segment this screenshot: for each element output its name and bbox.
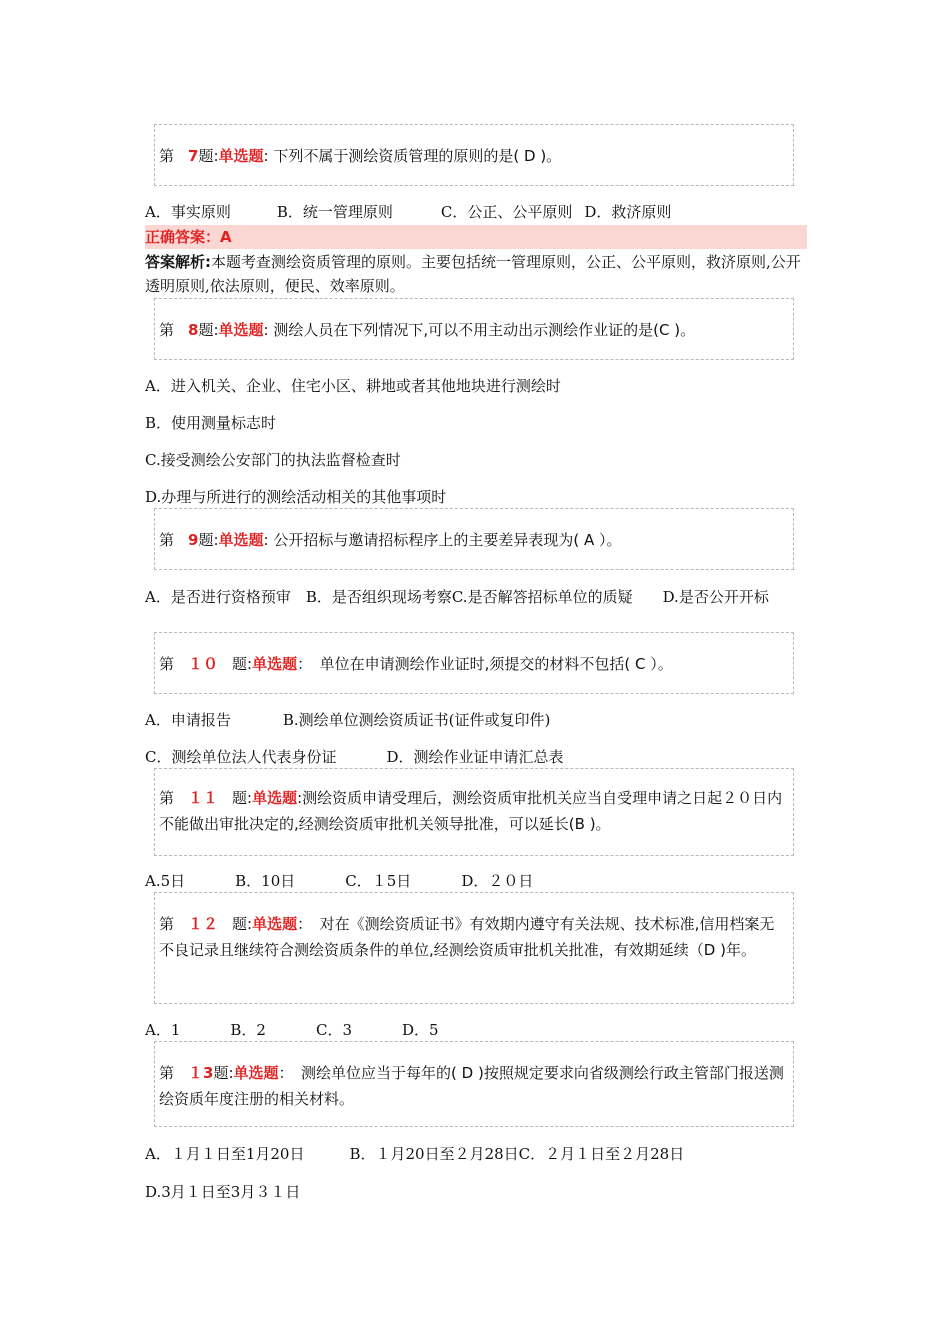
question-answer: D bbox=[456, 1064, 478, 1082]
question-end: ）。 bbox=[650, 655, 673, 673]
question-suffix: 题: bbox=[198, 531, 219, 549]
question-prefix: 第 bbox=[159, 1064, 175, 1082]
question-type: 单选题 bbox=[252, 915, 298, 933]
question-text: :测绘资质申请受理后，测绘资质审批机关应当自受理申请之日起２０日内不能做出审批决定的,经测绘资质审批机关领导批准，可以延长( bbox=[159, 789, 783, 833]
question-end: )。 bbox=[674, 321, 696, 339]
question-answer: C bbox=[630, 655, 651, 673]
question-end: )。 bbox=[589, 815, 611, 833]
question-answer: B bbox=[574, 815, 590, 833]
explanation-label: 答案解析: bbox=[145, 253, 211, 271]
question-type: 单选题 bbox=[218, 531, 264, 549]
question-12-box bbox=[154, 892, 794, 1004]
question-suffix: 题: bbox=[213, 1064, 234, 1082]
option-a: A．进入机关、企业、住宅小区、耕地或者其他地块进行测绘时 bbox=[145, 377, 561, 395]
option-c: C．测绘单位法人代表身份证 bbox=[145, 748, 337, 766]
question-text: ： 测绘单位应当于每年的( bbox=[278, 1064, 457, 1082]
question-number: 7 bbox=[188, 147, 199, 165]
answer-explanation bbox=[145, 250, 805, 298]
q10-options-row1 bbox=[145, 708, 550, 732]
option-b: B．2 bbox=[230, 1021, 266, 1039]
question-9-box bbox=[154, 508, 794, 570]
option-c: C.接受测绘公安部门的执法监督检查时 bbox=[145, 451, 401, 469]
option-d: D.办理与所进行的测绘活动相关的其他事项时 bbox=[145, 488, 447, 506]
question-text: : 测绘人员在下列情况下,可以不用主动出示测绘作业证的是( bbox=[263, 321, 659, 339]
option-a: A.5日 bbox=[145, 872, 186, 890]
question-7-heading bbox=[159, 147, 561, 165]
question-11-box bbox=[154, 768, 794, 856]
question-answer: D bbox=[519, 147, 541, 165]
question-number: １１ bbox=[188, 789, 219, 807]
option-d: D．救济原则 bbox=[584, 203, 672, 221]
question-number: 8 bbox=[188, 321, 199, 339]
question-12-heading bbox=[159, 915, 774, 959]
option-b: B．统一管理原则 bbox=[276, 203, 393, 221]
question-text: : 公开招标与邀请招标程序上的主要差异表现为( bbox=[263, 531, 580, 549]
question-prefix: 第 bbox=[159, 531, 175, 549]
option-a: A．1 bbox=[145, 1021, 181, 1039]
question-11-heading bbox=[159, 789, 782, 833]
q11-options bbox=[145, 869, 533, 893]
q9-options: A．是否进行资格预审 B．是否组织现场考察C.是否解答招标单位的质疑 D.是否公开开标 bbox=[145, 588, 769, 606]
question-prefix: 第 bbox=[159, 789, 175, 807]
question-10-box bbox=[154, 632, 794, 694]
q7-options bbox=[145, 200, 671, 224]
question-answer: D bbox=[703, 941, 721, 959]
option-c: C．１5日 bbox=[345, 872, 412, 890]
question-8-box bbox=[154, 298, 794, 360]
option-b: B.测绘单位测绘资质证书(证件或复印件) bbox=[282, 711, 551, 729]
question-suffix: 题: bbox=[198, 147, 219, 165]
question-number: １２ bbox=[188, 915, 219, 933]
question-7-box bbox=[154, 124, 794, 186]
question-suffix: 题: bbox=[198, 321, 219, 339]
question-end: )按照规定要求向省级测绘行政主管部门报送测绘资质年度注册的相关材料。 bbox=[159, 1064, 784, 1108]
option-b: B．使用测量标志时 bbox=[145, 414, 277, 432]
question-prefix: 第 bbox=[159, 321, 175, 339]
question-type: 单选题 bbox=[218, 321, 264, 339]
question-text: ： 单位在申请测绘作业证时,须提交的材料不包括( bbox=[297, 655, 631, 673]
option-c: C．3 bbox=[315, 1021, 352, 1039]
question-prefix: 第 bbox=[159, 147, 175, 165]
question-13-heading bbox=[159, 1064, 784, 1108]
option-a: A．事实原则 bbox=[145, 203, 231, 221]
question-prefix: 第 bbox=[159, 655, 175, 673]
question-prefix: 第 bbox=[159, 915, 175, 933]
question-10-heading bbox=[159, 655, 673, 673]
option-a: A．申请报告 bbox=[145, 711, 231, 729]
question-answer: A bbox=[579, 531, 600, 549]
question-suffix: 题: bbox=[232, 789, 253, 807]
option-d: D．5 bbox=[402, 1021, 439, 1039]
question-number: １０ bbox=[188, 655, 219, 673]
question-type: 单选题 bbox=[252, 655, 298, 673]
option-d: D．２０日 bbox=[461, 872, 534, 890]
option-d: D．测绘作业证申请汇总表 bbox=[386, 748, 564, 766]
q12-options bbox=[145, 1018, 439, 1042]
question-end: )。 bbox=[540, 147, 562, 165]
option-c: C．公正、公平原则 bbox=[440, 203, 573, 221]
question-answer: C bbox=[658, 321, 675, 339]
question-text: ： 对在《测绘资质证书》有效期内遵守有关法规、技术标准,信用档案无不良记录且继续符合测绘资质条件的单位,经测绘资质审批机关批准，有效期延续（ bbox=[159, 915, 775, 959]
question-9-heading bbox=[159, 531, 622, 549]
q13-options-row1: A．１月１日至1月20日 B．１月20日至２月28日C．２月１日至２月28日 bbox=[145, 1145, 685, 1163]
question-13-box bbox=[154, 1041, 794, 1127]
q10-options-row2 bbox=[145, 745, 564, 769]
question-end: ）。 bbox=[599, 531, 622, 549]
question-suffix: 题: bbox=[232, 915, 253, 933]
option-b: B．10日 bbox=[235, 872, 296, 890]
correct-answer: 正确答案：A bbox=[145, 225, 807, 249]
question-type: 单选题 bbox=[252, 789, 298, 807]
question-number: 9 bbox=[188, 531, 199, 549]
question-type: 单选题 bbox=[233, 1064, 279, 1082]
explanation-text: 本题考查测绘资质管理的原则。主要包括统一管理原则，公正、公平原则，救济原则,公开透明原则,依法原则，便民、效率原则。 bbox=[145, 253, 801, 295]
question-end: )年。 bbox=[720, 941, 756, 959]
q13-options-row2: D.3月１日至3月３１日 bbox=[145, 1183, 301, 1201]
question-number: １3 bbox=[188, 1064, 214, 1082]
question-8-heading bbox=[159, 321, 695, 339]
question-type: 单选题 bbox=[218, 147, 264, 165]
question-suffix: 题: bbox=[232, 655, 253, 673]
question-text: : 下列不属于测绘资质管理的原则的是( bbox=[263, 147, 520, 165]
